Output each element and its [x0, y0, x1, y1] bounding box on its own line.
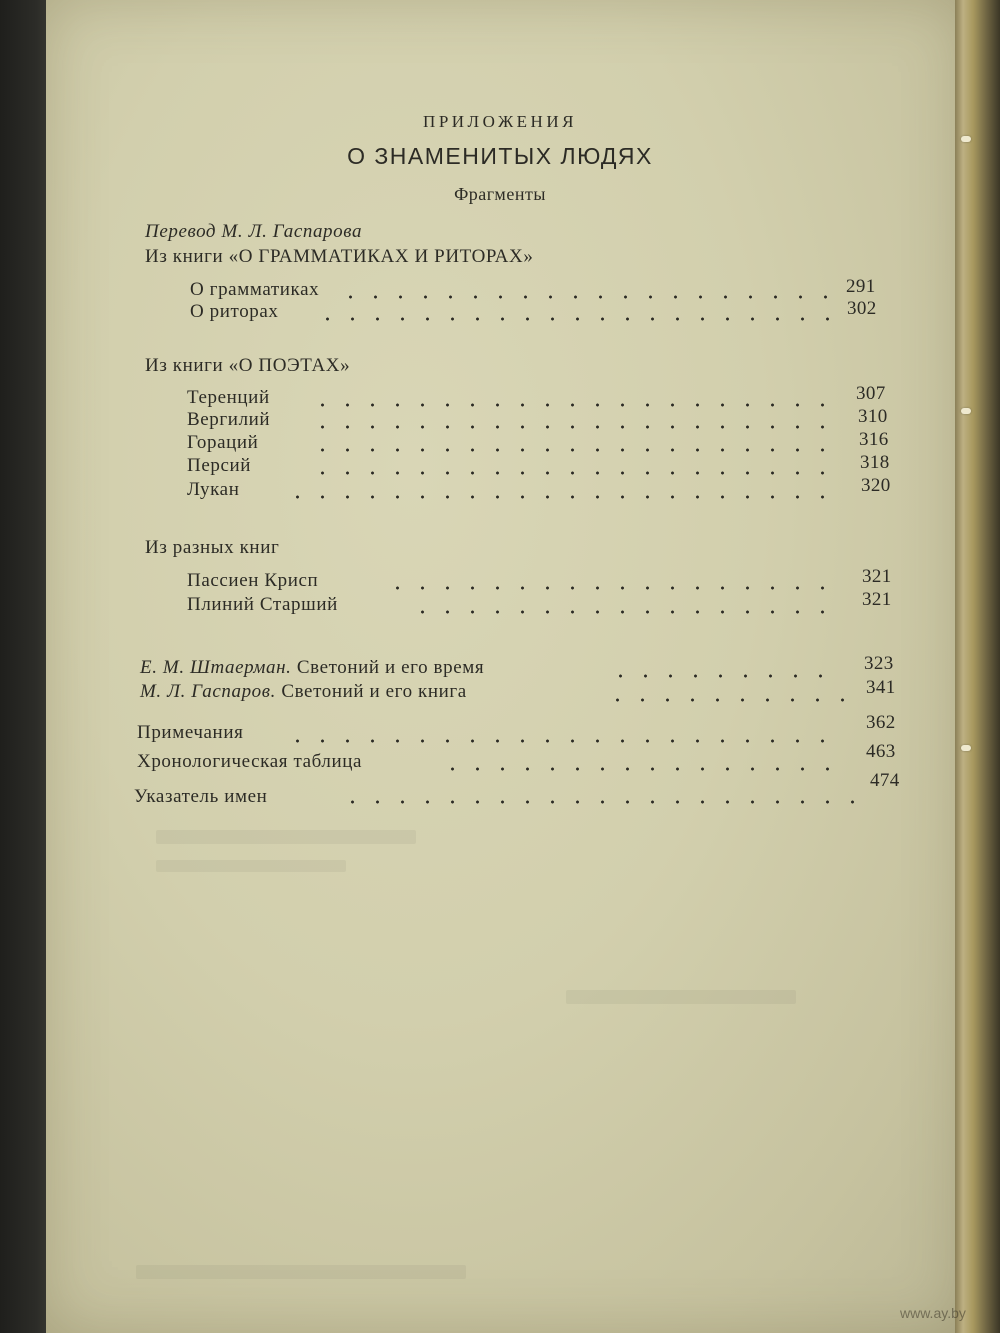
binding-stitch [961, 136, 971, 142]
leader-dots [315, 317, 830, 321]
toc-entry-page: 291 [846, 276, 876, 297]
toc-entry-page: 362 [866, 712, 896, 733]
toc-entry-page: 307 [856, 383, 886, 404]
toc-entry-label: Примечания [137, 722, 244, 743]
essay-entry [140, 657, 484, 679]
leader-dots [440, 767, 850, 771]
toc-entry-label: Вергилий [187, 409, 271, 430]
bleed-through [156, 830, 416, 844]
page-subtitle: Фрагменты [454, 184, 546, 204]
leader-dots [605, 698, 845, 702]
book-title-various: Из разных книг [145, 537, 280, 558]
leader-dots [285, 739, 845, 743]
leader-dots [340, 800, 855, 804]
leader-dots [608, 674, 843, 678]
leader-dots [310, 403, 835, 407]
toc-entry-page: 474 [870, 770, 900, 791]
toc-entry-label: Персий [187, 455, 252, 476]
toc-entry-label: О грамматиках [190, 279, 320, 300]
watermark: www.ay.by [900, 1305, 966, 1321]
leader-dots [310, 425, 835, 429]
toc-entry-label: Пассиен Крисп [187, 570, 319, 591]
toc-entry-page: 302 [847, 298, 877, 319]
binding-stitch [961, 745, 971, 751]
leader-dots [285, 495, 835, 499]
bleed-through [136, 1265, 466, 1279]
toc-entry-page: 463 [866, 741, 896, 762]
book-title-poets: Из книги «О ПОЭТАХ» [145, 355, 351, 376]
translator-credit: Перевод М. Л. Гаспарова [145, 221, 363, 242]
toc-entry-page: 320 [861, 475, 891, 496]
leader-dots [410, 610, 840, 614]
essay-entry [140, 681, 467, 703]
bleed-through [156, 860, 346, 872]
section-heading: ПРИЛОЖЕНИЯ [423, 112, 577, 131]
toc-entry-page: 341 [866, 677, 896, 698]
toc-entry-label: Плиний Старший [187, 594, 338, 615]
leader-dots [310, 448, 835, 452]
toc-entry-page: 316 [859, 429, 889, 450]
toc-entry-page: 321 [862, 566, 892, 587]
bleed-through [566, 990, 796, 1004]
leader-dots [310, 471, 835, 475]
toc-entry-label: Теренций [187, 387, 270, 408]
leader-dots [385, 586, 840, 590]
leader-dots [338, 295, 828, 299]
toc-entry-label: Указатель имен [134, 786, 268, 807]
toc-entry-label: О риторах [190, 301, 279, 322]
toc-entry-label: Хронологическая таблица [137, 751, 363, 772]
toc-entry-page: 323 [864, 653, 894, 674]
essay-author: М. Л. Гаспаров. [140, 681, 276, 702]
toc-entry-page: 310 [858, 406, 888, 427]
toc-entry-label: Гораций [187, 432, 259, 453]
toc-entry-page: 318 [860, 452, 890, 473]
essay-author: Е. М. Штаерман. [140, 657, 292, 678]
binding-stitch [961, 408, 971, 414]
toc-entry-label: Лукан [187, 479, 240, 500]
essay-title: Светоний и его время [296, 657, 485, 678]
toc-entry-page: 321 [862, 589, 892, 610]
essay-title: Светоний и его книга [281, 681, 467, 702]
book-title-grammarians: Из книги «О ГРАММАТИКАХ И РИТОРАХ» [145, 246, 534, 267]
page-title: О ЗНАМЕНИТЫХ ЛЮДЯХ [347, 143, 653, 169]
